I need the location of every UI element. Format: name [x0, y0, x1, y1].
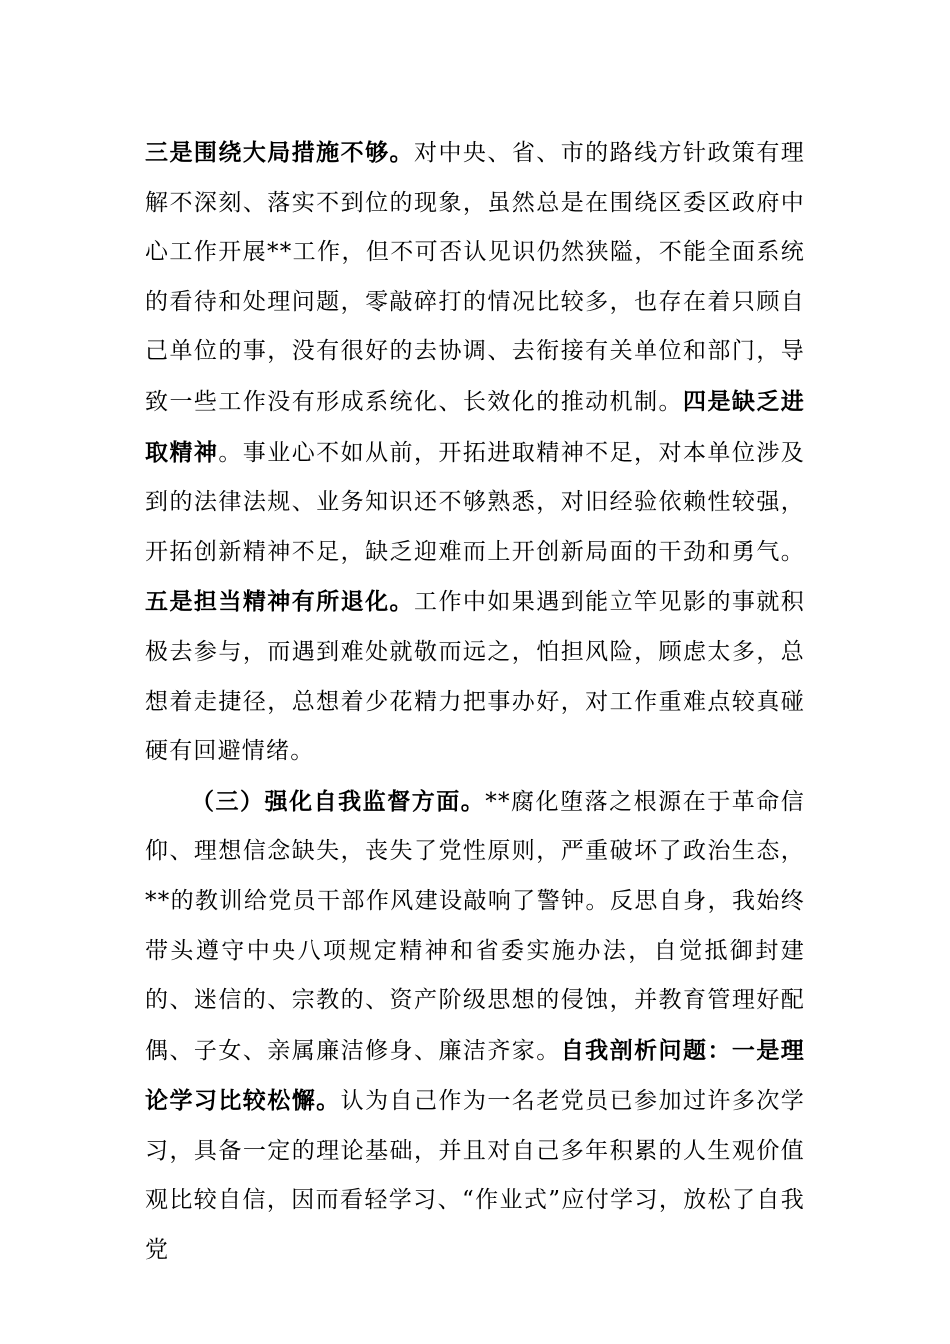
- heading-run: 四是缺乏进取精神: [145, 387, 805, 466]
- section-heading: （三）强化自我监督方面。: [191, 787, 486, 815]
- heading-run: 三是围绕大局措施不够。: [145, 139, 414, 166]
- body-run: 。事业心不如从前，开拓进取精神不足，对本单位涉及到的法律法规、业务知识还不够熟悉，对旧经验依赖性较强，开拓创新精神不足，缺乏迎难而上开创新局面的干劲和勇气。: [145, 439, 805, 565]
- document-body: [145, 128, 805, 1276]
- paragraph-1: [145, 128, 805, 777]
- body-run: 对中央、省、市的路线方针政策有理解不深刻、落实不到位的现象，虽然总是在围绕区委区政府中心工作开展**工作，但不可否认见识仍然狭隘，不能全面系统的看待和处理问题，零敲碎打的情况比较多，也存在着只顾自己单位的事，没有很好的去协调、去衔接有关单位和部门，导致一些工作没有形成系统化、长效化的推动机制。: [145, 140, 806, 415]
- heading-run: 自我剖析问题：一是理论学习比较松懈。: [145, 1036, 806, 1115]
- paragraph-2: [145, 777, 805, 1276]
- body-run: 工作中如果遇到能立竿见影的事就积极去参与，而遇到难处就敬而远之，怕担风险，顾虑太多，总想着走捷径，总想着少花精力把事办好，对工作重难点较真碰硬有回避情绪。: [145, 589, 806, 765]
- heading-run: 五是担当精神有所退化。: [145, 588, 414, 616]
- body-run: **腐化堕落之根源在于革命信仰、理想信念缺失，丧失了党性原则，严重破坏了政治生态，**的教训给党员干部作风建设敲响了警钟。反思自身，我始终带头遵守中央八项规定精神和省委实施办法，自觉抵御封建的、迷信的、宗教的、资产阶级思想的侵蚀，并教育管理好配偶、子女、亲属廉洁修身、廉洁齐家。: [145, 788, 805, 1064]
- body-run: 认为自己作为一名老党员已参加过许多次学习，具备一定的理论基础，并且对自己多年积累的人生观价值观比较自信，因而看轻学习、“作业式”应付学习，放松了自我党: [145, 1088, 805, 1264]
